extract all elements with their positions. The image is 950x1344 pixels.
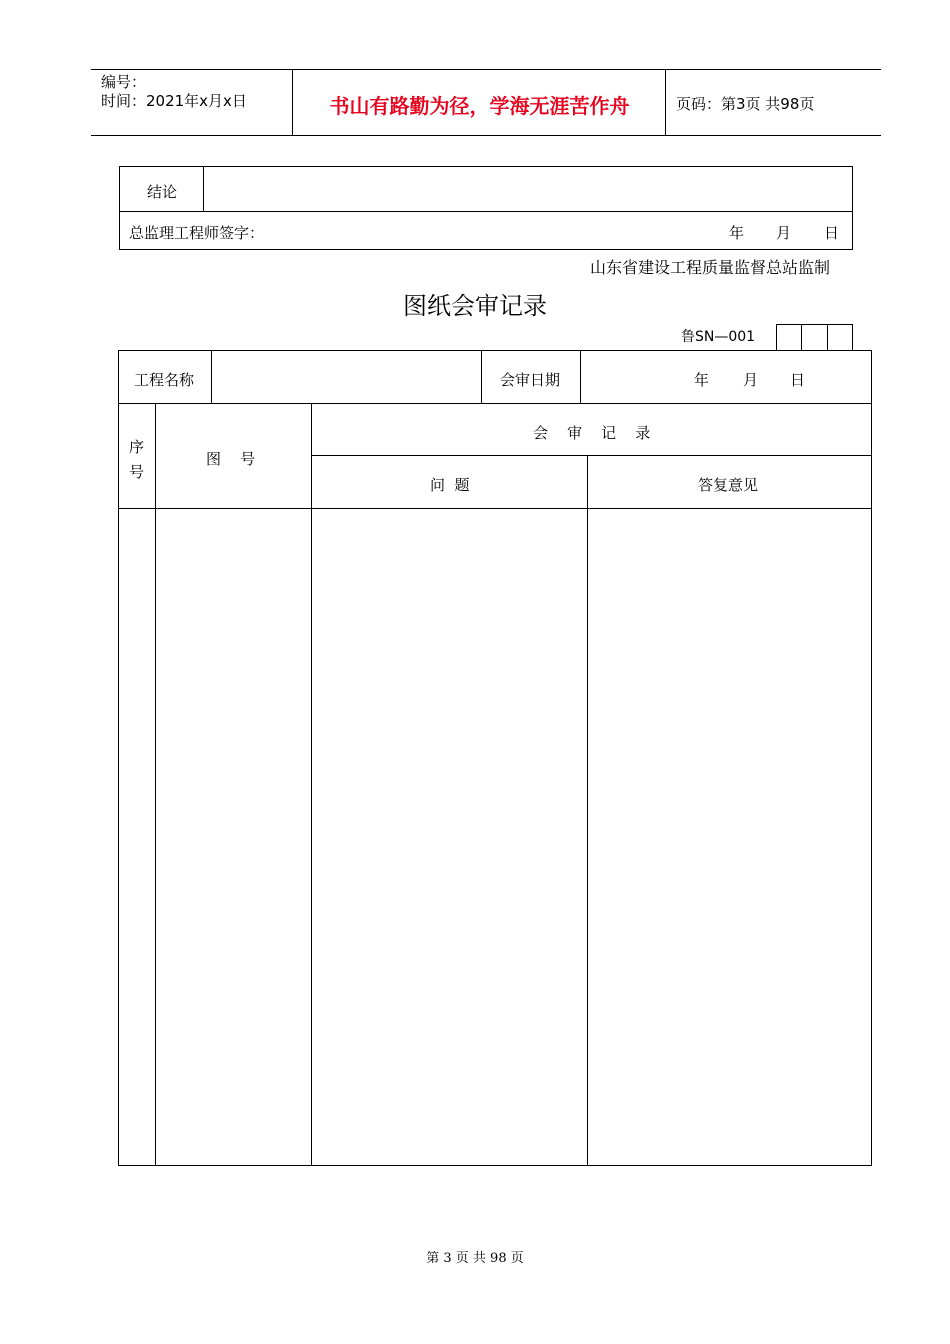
col-review-record: 会 审 记 录 — [533, 424, 651, 442]
review-date-month: 月 — [743, 371, 759, 389]
form-code: 鲁SN—001 — [681, 329, 756, 345]
time-label: 时间：2021年x月x日 — [101, 92, 247, 110]
page-code: 页码：第3页 共98页 — [676, 95, 815, 113]
form-title: 图纸会审记录 — [403, 292, 547, 320]
number-label: 编号： — [101, 73, 147, 91]
col-seq-char-2: 号 — [129, 463, 145, 481]
header-bottom-rule — [91, 135, 881, 136]
header-top-rule — [91, 69, 881, 70]
col-seq-char-1: 序 — [129, 438, 145, 456]
review-date-label: 会审日期 — [500, 371, 561, 389]
col-issue: 问 题 — [430, 476, 470, 494]
col-drawing-number: 图 号 — [206, 450, 256, 468]
project-name-label: 工程名称 — [134, 371, 195, 389]
signature-date-day: 日 — [824, 224, 840, 242]
page-footer: 第 3 页 共 98 页 — [426, 1251, 524, 1266]
signature-date-year: 年 — [729, 224, 745, 242]
chief-supervisor-signature-label: 总监理工程师签字： — [129, 224, 265, 242]
conclusion-label: 结论 — [147, 183, 178, 201]
signature-date-month: 月 — [776, 224, 792, 242]
col-reply-opinion: 答复意见 — [698, 476, 759, 494]
review-date-year: 年 — [694, 371, 710, 389]
issuer-label: 山东省建设工程质量监督总站监制 — [590, 258, 831, 277]
review-date-day: 日 — [790, 371, 806, 389]
motto: 书山有路勤为径，学海无涯苦作舟 — [329, 94, 630, 118]
